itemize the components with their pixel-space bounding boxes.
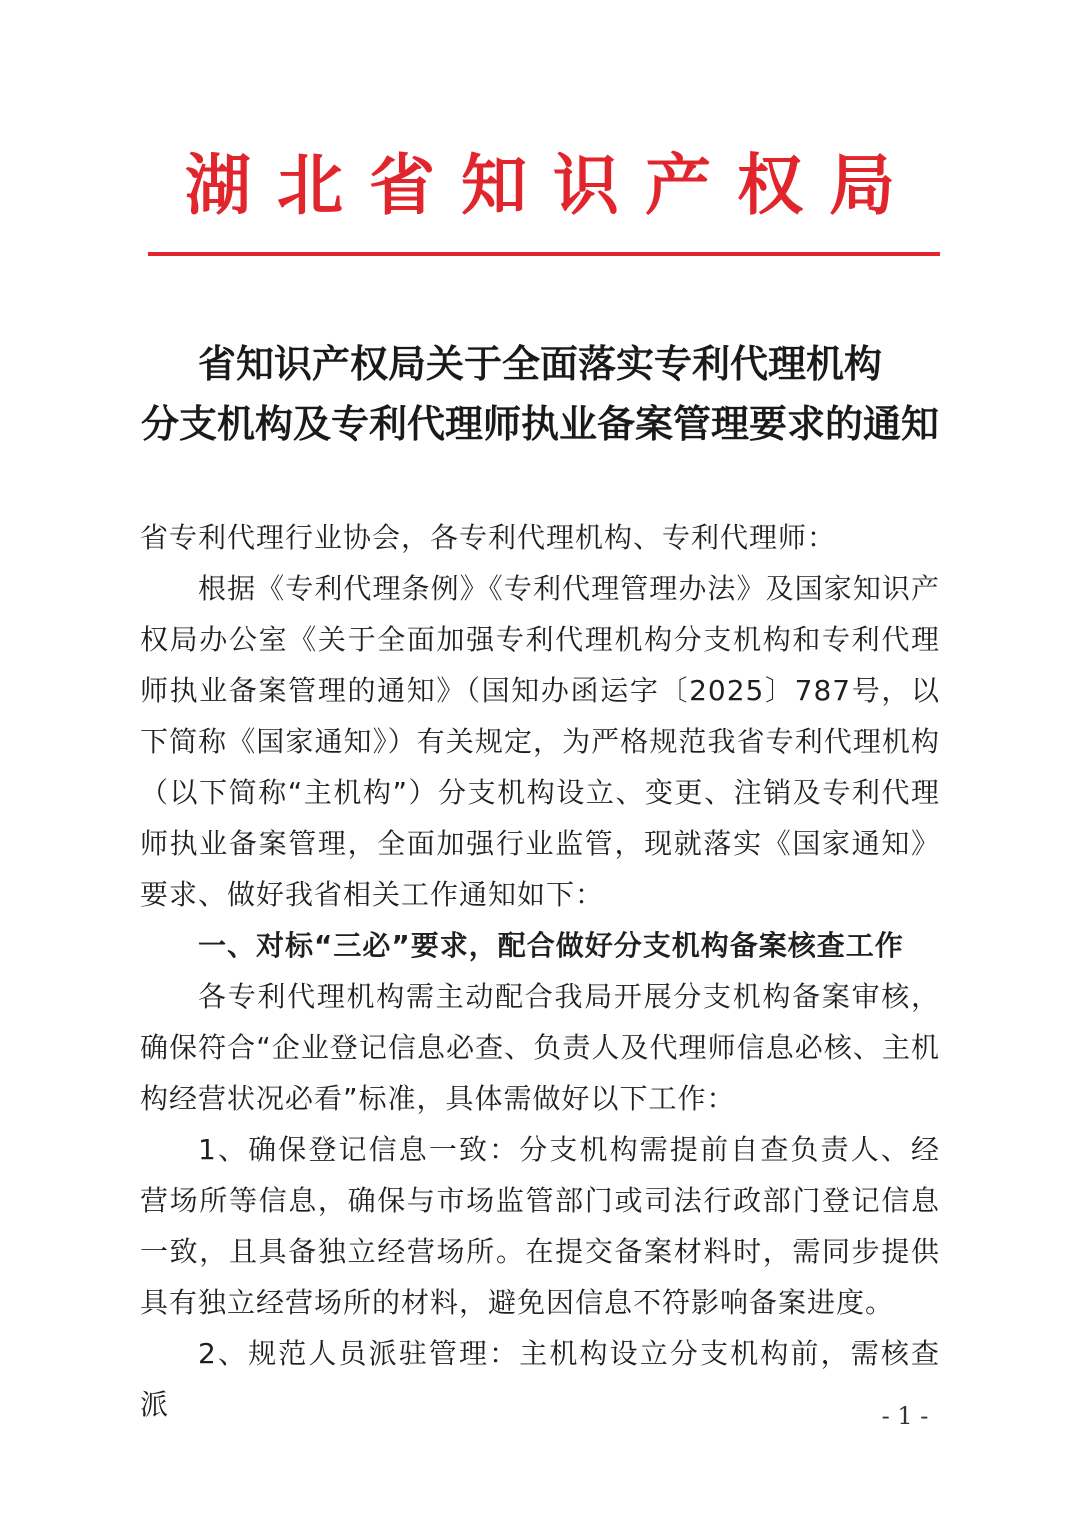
salutation: 省专利代理行业协会，各专利代理机构、专利代理师： xyxy=(140,521,837,554)
document-title-line1: 省知识产权局关于全面落实专利代理机构 xyxy=(197,341,882,386)
section-heading-1: 一、对标“三必”要求，配合做好分支机构备案核查工作 xyxy=(198,929,904,962)
paragraph-section1: 各专利代理机构需主动配合我局开展分支机构备案审核，确保符合“企业登记信息必查、负责人及代理师信息必核、主机构经营状况必看”标准，具体需做好以下工作： xyxy=(140,980,940,1115)
list-item-1: 1、确保登记信息一致：分支机构需提前自查负责人、经营场所等信息，确保与市场监管部门或司法行政部门登记信息一致，且具备独立经营场所。在提交备案材料时，需同步提供具有独立经营场所的材料，避免因信息不符影响备案进度。 xyxy=(140,1133,940,1319)
document-body xyxy=(140,512,940,1430)
paragraph-intro: 根据《专利代理条例》《专利代理管理办法》及国家知识产权局办公室《关于全面加强专利代理机构分支机构和专利代理师执业备案管理的通知》（国知办函运字〔2025〕787号，以下简称《国家通知》）有关规定，为严格规范我省专利代理机构（以下简称“主机构”）分支机构设立、变更、注销及专利代理师执业备案管理，全面加强行业监管，现就落实《国家通知》要求、做好我省相关工作通知如下： xyxy=(140,572,940,911)
list-item-2: 2、规范人员派驻管理：主机构设立分支机构前，需核查派 xyxy=(140,1337,940,1421)
header-red-rule xyxy=(148,252,940,256)
document-title-line2: 分支机构及专利代理师执业备案管理要求的通知 xyxy=(140,401,939,446)
org-header-title: 湖北省知识产权局 xyxy=(185,146,921,224)
page-number: - 1 - xyxy=(881,1402,929,1430)
